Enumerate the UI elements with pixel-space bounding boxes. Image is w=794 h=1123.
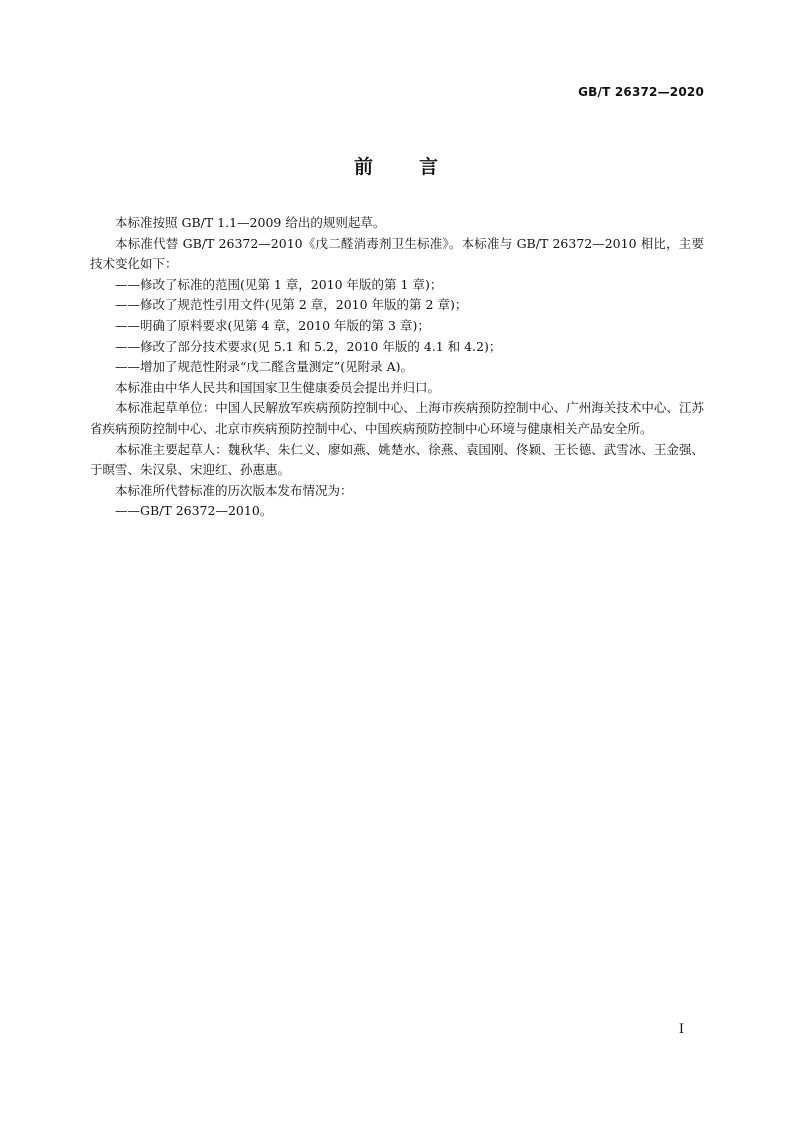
page-number: I bbox=[678, 1022, 684, 1037]
paragraph-proposer: 本标准由中华人民共和国国家卫生健康委员会提出并归口。 bbox=[115, 379, 441, 395]
paragraph-drafting-rules: 本标准按照 GB/T 1.1—2009 给出的规则起草。 bbox=[115, 215, 386, 230]
history-item: ——GB/T 26372—2010。 bbox=[115, 503, 273, 519]
foreword-body bbox=[90, 213, 704, 522]
change-item: ——明确了原料要求(见第 4 章，2010 年版的第 3 章)； bbox=[115, 317, 430, 333]
page-title-char-1: 前 bbox=[353, 156, 375, 178]
change-item: ——增加了规范性附录“戊二醛含量测定”(见附录 A)。 bbox=[115, 359, 414, 375]
change-item: ——修改了规范性引用文件(见第 2 章，2010 年版的第 2 章)； bbox=[115, 297, 468, 313]
page-title-char-2: 言 bbox=[419, 156, 441, 178]
paragraph-drafting-units: 本标准起草单位：中国人民解放军疾病预防控制中心、上海市疾病预防控制中心、广州海关技术中心、江苏省疾病预防控制中心、北京市疾病预防控制中心、中国疾病预防控制中心环境与健康相关产品安全所。 bbox=[90, 400, 704, 436]
change-item: ——修改了部分技术要求(见 5.1 和 5.2，2010 年版的 4.1 和 4.2)； bbox=[115, 338, 502, 354]
page-title bbox=[0, 152, 794, 179]
paragraph-replacement: 本标准代替 GB/T 26372—2010《戊二醛消毒剂卫生标准》。本标准与 GB/T 26372—2010 相比，主要技术变化如下： bbox=[90, 235, 704, 272]
standard-number: GB/T 26372—2020 bbox=[578, 85, 704, 99]
change-item: ——修改了标准的范围(见第 1 章，2010 年版的第 1 章)； bbox=[115, 276, 443, 292]
paragraph-drafters: 本标准主要起草人：魏秋华、朱仁义、廖如燕、姚楚水、徐燕、袁国刚、佟颖、王长德、武雪冰、王金强、于暝雪、朱汉泉、宋迎红、孙惠惠。 bbox=[90, 441, 704, 478]
paragraph-history-intro: 本标准所代替标准的历次版本发布情况为： bbox=[115, 482, 353, 498]
